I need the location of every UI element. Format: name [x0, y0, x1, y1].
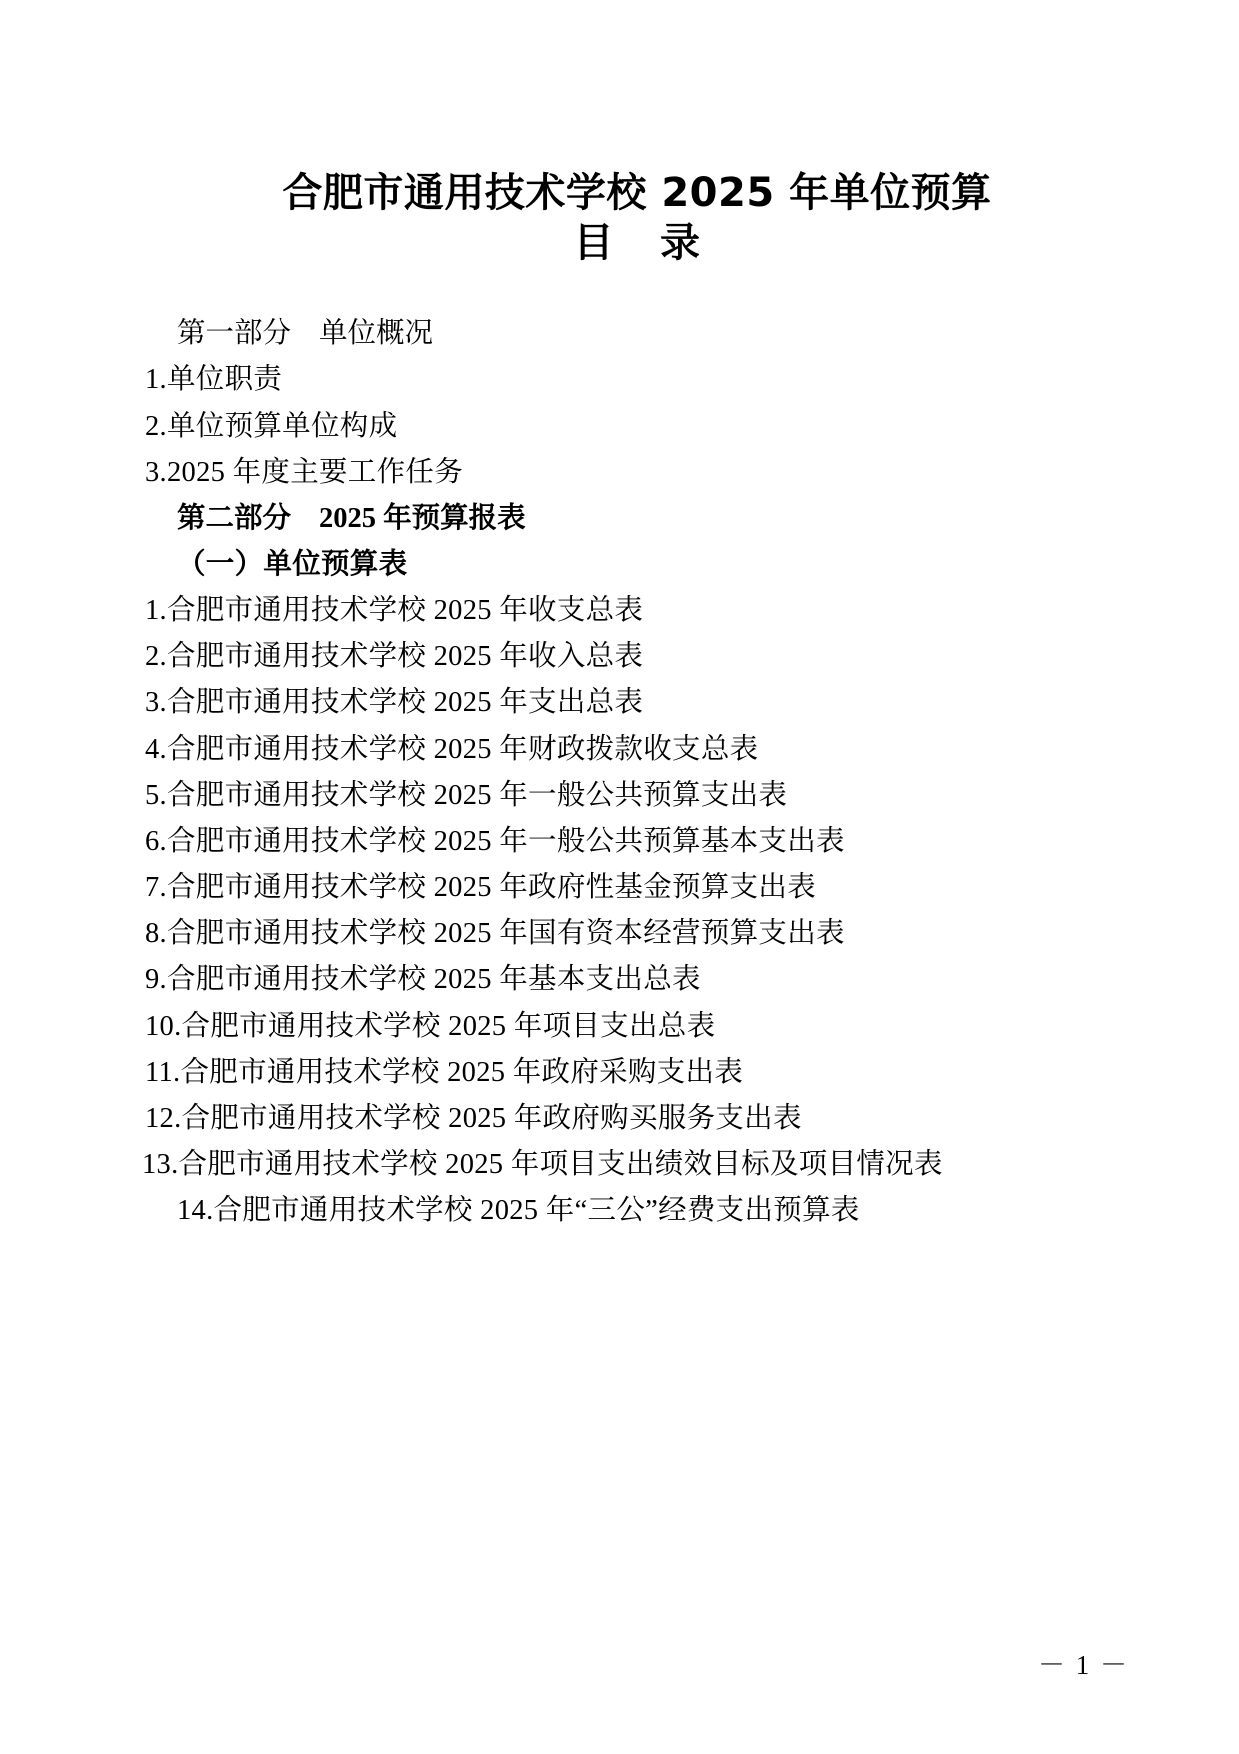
subtitle-right-char: 录 [660, 220, 701, 267]
toc-item: 12.合肥市通用技术学校 2025 年政府购买服务支出表 [145, 1102, 802, 1134]
toc-item: 14.合肥市通用技术学校 2025 年“三公”经费支出预算表 [177, 1195, 860, 1227]
toc-item: 9.合肥市通用技术学校 2025 年基本支出总表 [145, 964, 701, 996]
page-title: 合肥市通用技术学校 2025 年单位预算 [282, 170, 992, 216]
toc-item: 4.合肥市通用技术学校 2025 年财政拨款收支总表 [145, 733, 759, 765]
toc-item: 7.合肥市通用技术学校 2025 年政府性基金预算支出表 [145, 872, 817, 904]
toc-part-two-heading [145, 496, 1129, 542]
toc-item: 2.合肥市通用技术学校 2025 年收入总表 [145, 641, 644, 673]
page-number: － 1 － [1038, 1650, 1129, 1680]
toc-part-two-label: 第二部分 [177, 502, 292, 534]
toc-item: 1.单位职责 [145, 364, 283, 396]
subtitle-left-char: 目 [573, 220, 614, 267]
toc-section-heading: （一）单位预算表 [177, 548, 408, 580]
toc-item: 1.合肥市通用技术学校 2025 年收支总表 [145, 595, 644, 627]
toc-item: 2.单位预算单位构成 [145, 410, 398, 442]
toc-item: 11.合肥市通用技术学校 2025 年政府采购支出表 [145, 1056, 744, 1088]
toc-item: 3.2025 年度主要工作任务 [145, 456, 464, 488]
page-subtitle [145, 219, 1129, 267]
toc-part-one-name: 单位概况 [319, 318, 434, 350]
toc-item: 8.合肥市通用技术学校 2025 年国有资本经营预算支出表 [145, 918, 845, 950]
toc-item: 6.合肥市通用技术学校 2025 年一般公共预算基本支出表 [145, 825, 845, 857]
toc-item: 5.合肥市通用技术学校 2025 年一般公共预算支出表 [145, 779, 788, 811]
toc-part-one-label: 第一部分 [177, 318, 292, 350]
toc-part-one-heading [145, 311, 1129, 357]
toc-part-two-name: 2025 年预算报表 [319, 502, 526, 534]
toc-item: 3.合肥市通用技术学校 2025 年支出总表 [145, 687, 644, 719]
toc-item: 13.合肥市通用技术学校 2025 年项目支出绩效目标及项目情况表 [142, 1149, 943, 1180]
toc-item: 10.合肥市通用技术学校 2025 年项目支出总表 [145, 1010, 716, 1042]
table-of-contents [142, 311, 1129, 1234]
